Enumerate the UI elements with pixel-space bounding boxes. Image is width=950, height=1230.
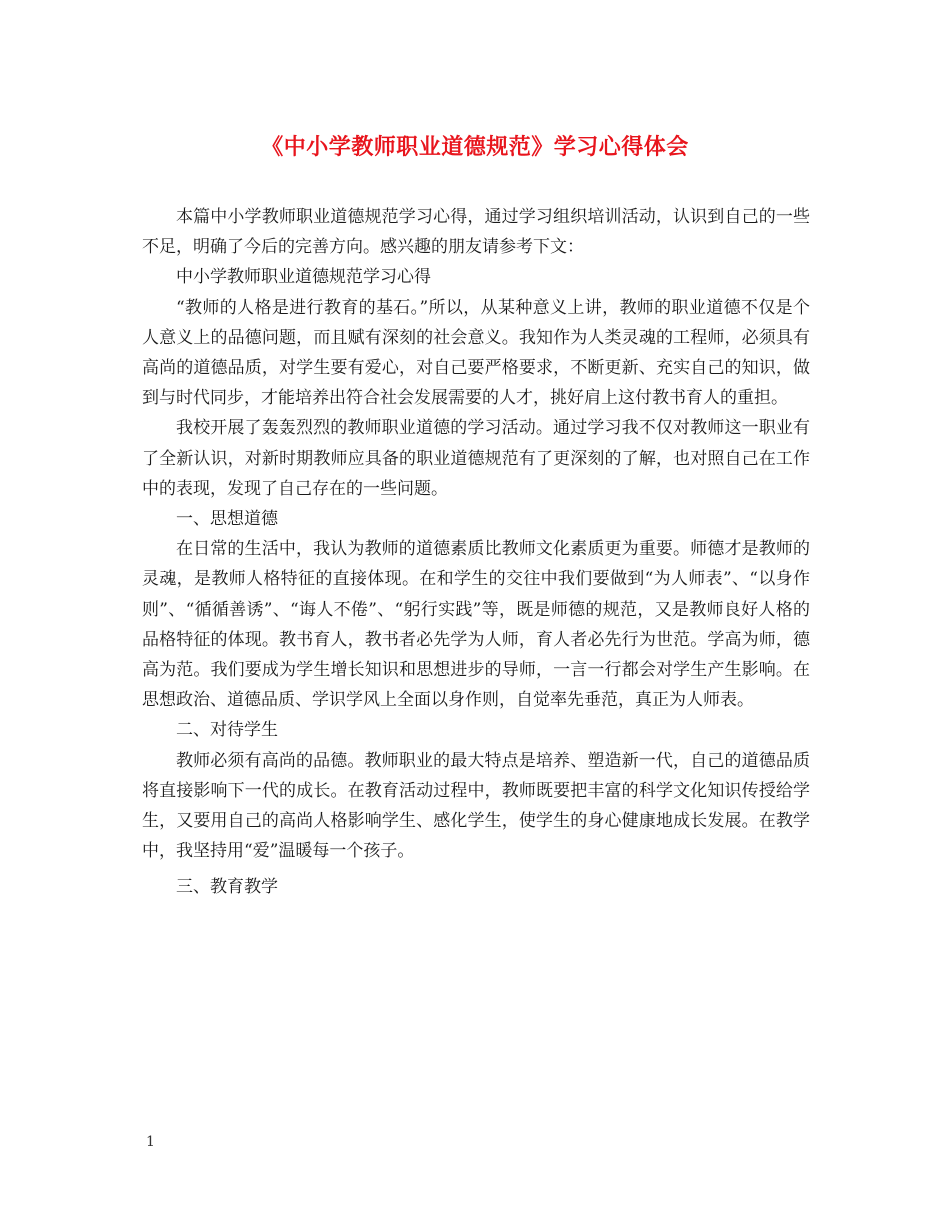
page-number: 1 (146, 1134, 155, 1150)
document-body (142, 202, 810, 903)
body-paragraph: 教师必须有高尚的品德。教师职业的最大特点是培养、塑造新一代，自己的道德品质将直接影响下一代的成长。在教育活动过程中，教师既要把丰富的科学文化知识传授给学生，又要用自己的高尚人格影响学生、感化学生，使学生的身心健康地成长发展。在教学中，我坚持用“爱”温暖每一个孩子。 (142, 750, 810, 862)
body-paragraph: 我校开展了轰轰烈烈的教师职业道德的学习活动。通过学习我不仅对教师这一职业有了全新认识，对新时期教师应具备的职业道德规范有了更深刻的了解，也对照自己在工作中的表现，发现了自己存在的一些问题。 (142, 418, 810, 499)
section-heading: 一、思想道德 (176, 509, 278, 530)
body-paragraph: 在日常的生活中，我认为教师的道德素质比教师文化素质更为重要。师德才是教师的灵魂，是教师人格特征的直接体现。在和学生的交往中我们要做到“为人师表”、“以身作则”、“循循善诱”、“诲人不倦”、“躬行实践”等，既是师德的规范，又是教师良好人格的品格特征的体现。教书育人，教书者必先学为人师，育人者必先行为世范。学高为师，德高为范。我们要成为学生增长知识和思想进步的导师，一言一行都会对学生产生影响。在思想政治、道德品质、学识学风上全面以身作则，自觉率先垂范，真正为人师表。 (142, 539, 810, 711)
intro-paragraph: 本篇中小学教师职业道德规范学习心得，通过学习组织培训活动，认识到自己的一些不足，明确了今后的完善方向。感兴趣的朋友请参考下文： (142, 207, 810, 258)
subtitle-paragraph: 中小学教师职业道德规范学习心得 (176, 267, 431, 288)
body-paragraph: “教师的人格是进行教育的基石。”所以，从某种意义上讲，教师的职业道德不仅是个人意义上的品德问题，而且赋有深刻的社会意义。我知作为人类灵魂的工程师，必须具有高尚的道德品质，对学生要有爱心，对自己要严格要求，不断更新、充实自己的知识，做到与时代同步，才能培养出符合社会发展需要的人才，挑好肩上这付教书育人的重担。 (142, 297, 810, 409)
section-heading: 二、对待学生 (176, 720, 278, 741)
section-heading: 三、教育教学 (176, 877, 278, 898)
document-title: 《中小学教师职业道德规范》学习心得体会 (261, 134, 689, 160)
